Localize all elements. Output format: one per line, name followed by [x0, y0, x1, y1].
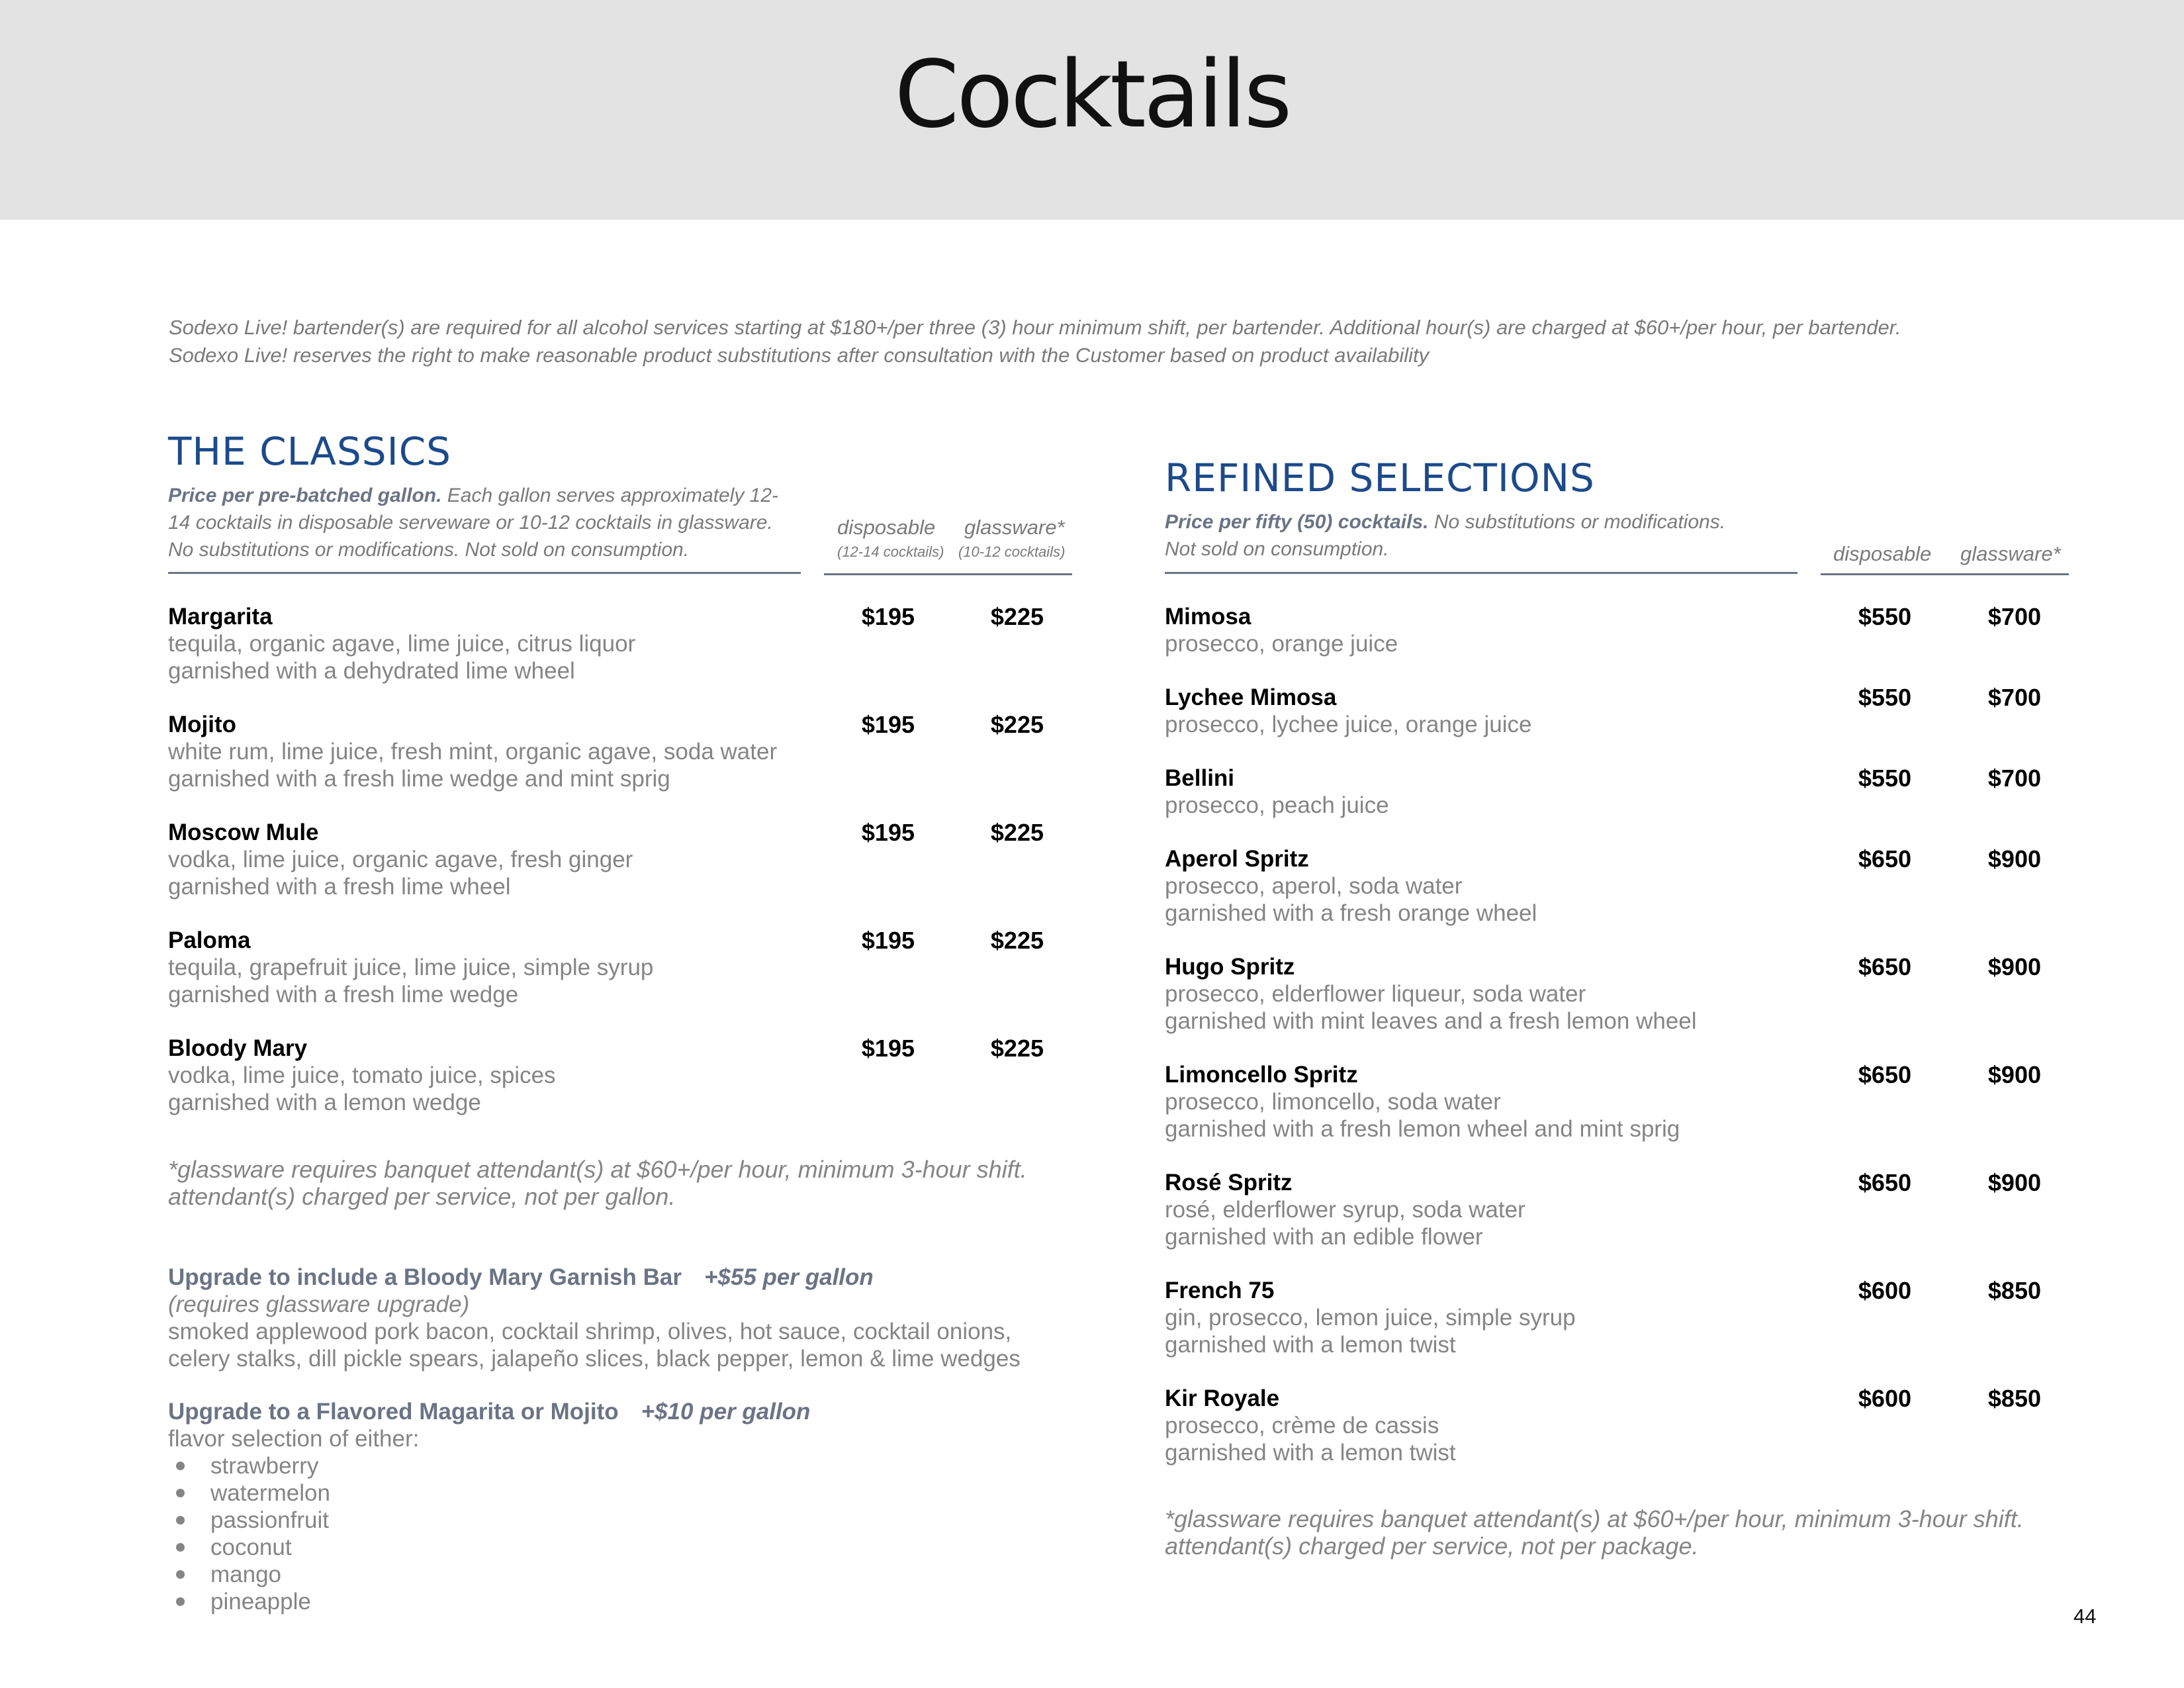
- classics-footnote-line-1: *glassware requires banquet attendant(s) at $60+/per hour, minimum 3-hour shift.: [168, 1156, 1027, 1183]
- classics-title: THE CLASSICS: [168, 429, 451, 474]
- menu-item: [1165, 1385, 1760, 1466]
- flavor-list: [168, 1452, 1095, 1615]
- price-glassware: $900: [1987, 1169, 2041, 1196]
- menu-item-name: Mimosa: [1165, 604, 1251, 630]
- flavor-item: watermelon: [168, 1479, 1095, 1507]
- menu-item-name: Rosé Spritz: [1165, 1170, 1293, 1196]
- flavor-item: mango: [168, 1561, 1095, 1588]
- menu-item-name: Hugo Spritz: [1165, 954, 1295, 980]
- flavor-item: coconut: [168, 1534, 1095, 1561]
- price-glassware: $225: [990, 711, 1044, 738]
- menu-item: [1165, 1061, 1760, 1143]
- price-disposable: $650: [1858, 953, 1911, 980]
- price-glassware: $900: [1987, 845, 2041, 872]
- price-glassware: $225: [990, 603, 1044, 630]
- bloody-mary-upgrade: [168, 1264, 1095, 1372]
- upgrade-desc: flavor selection of either:: [168, 1426, 420, 1452]
- menu-item-garnish: garnished with a fresh lime wheel: [168, 874, 511, 900]
- price-disposable: $195: [861, 603, 915, 630]
- upgrade-price: +$10 per gallon: [641, 1399, 811, 1425]
- price-disposable: $600: [1858, 1385, 1911, 1412]
- menu-item-garnish: garnished with a lemon wedge: [168, 1090, 481, 1115]
- price-glassware: $225: [990, 819, 1044, 846]
- price-disposable: $650: [1858, 1169, 1911, 1196]
- classics-col-disposable-sub: (12-14 cocktails): [837, 543, 944, 560]
- refined-note: [1165, 508, 1813, 563]
- menu-item-name: Paloma: [168, 927, 251, 953]
- price-glassware: $700: [1987, 684, 2041, 711]
- price-glassware: $900: [1987, 953, 2041, 980]
- menu-item-ingredients: prosecco, peach juice: [1165, 792, 1389, 818]
- classics-footnote-line-2: attendant(s) charged per service, not per gallon.: [168, 1183, 676, 1210]
- refined-title: REFINED SELECTIONS: [1165, 455, 1595, 500]
- price-disposable: $195: [861, 927, 915, 954]
- refined-note-bold: Price per fifty (50) cocktails.: [1165, 511, 1429, 533]
- menu-item-ingredients: tequila, organic agave, lime juice, citrus liquor: [168, 631, 636, 657]
- price-glassware: $850: [1987, 1277, 2041, 1304]
- menu-item-garnish: garnished with mint leaves and a fresh lemon wheel: [1165, 1008, 1697, 1034]
- menu-item-ingredients: rosé, elderflower syrup, soda water: [1165, 1197, 1525, 1223]
- menu-item: [1165, 603, 1760, 657]
- intro-line-2: Sodexo Live! reserves the right to make reasonable product substitutions after consultation with the Customer based on product availability: [169, 344, 1430, 367]
- upgrade-price: +$55 per gallon: [704, 1264, 874, 1290]
- intro-line-1: Sodexo Live! bartender(s) are required for all alcohol services starting at $180+/per three (3) hour minimum shift, per bartender. Additional hour(s) are charged at $60+/per hour, per bartender.: [169, 316, 1901, 339]
- menu-item: [1165, 684, 1760, 738]
- price-glassware: $700: [1987, 765, 2041, 792]
- menu-item-garnish: garnished with a fresh lime wedge and mint sprig: [168, 766, 670, 792]
- classics-col-glassware: glassware*: [964, 516, 1065, 539]
- refined-col-glassware: glassware*: [1960, 542, 2061, 565]
- menu-item-ingredients: vodka, lime juice, tomato juice, spices: [168, 1062, 556, 1088]
- flavor-item: pineapple: [168, 1588, 1095, 1615]
- menu-item-ingredients: prosecco, orange juice: [1165, 631, 1398, 657]
- refined-footnote-line-1: *glassware requires banquet attendant(s) at $60+/per hour, minimum 3-hour shift.: [1165, 1505, 2024, 1532]
- menu-item: [1165, 765, 1760, 819]
- page-number: 44: [2073, 1605, 2097, 1628]
- price-glassware: $700: [1987, 603, 2041, 630]
- menu-item-ingredients: prosecco, lychee juice, orange juice: [1165, 712, 1532, 737]
- bullet-icon: [176, 1543, 185, 1552]
- price-disposable: $550: [1858, 603, 1911, 630]
- menu-item-garnish: garnished with a lemon twist: [1165, 1440, 1456, 1466]
- menu-item: [168, 819, 863, 900]
- flavored-upgrade: [168, 1398, 1095, 1615]
- price-glassware: $225: [990, 1035, 1044, 1062]
- menu-item-ingredients: prosecco, elderflower liqueur, soda water: [1165, 981, 1586, 1007]
- bullet-icon: [176, 1570, 185, 1579]
- menu-item-garnish: garnished with an edible flower: [1165, 1224, 1483, 1250]
- menu-item-name: Mojito: [168, 712, 237, 737]
- bullet-icon: [176, 1489, 185, 1497]
- intro-note: [169, 314, 2022, 369]
- menu-item: [1165, 1169, 1760, 1250]
- menu-item: [168, 927, 863, 1008]
- classics-note-bold: Price per pre-batched gallon.: [168, 485, 442, 506]
- classics-note-line-1: Each gallon serves approximately 12-: [441, 485, 779, 506]
- upgrade-requirement: (requires glassware upgrade): [168, 1291, 470, 1317]
- menu-item-name: French 75: [1165, 1278, 1275, 1303]
- classics-note-line-3: No substitutions or modifications. Not sold on consumption.: [168, 539, 690, 561]
- bullet-icon: [176, 1597, 185, 1606]
- flavor-item: passionfruit: [168, 1507, 1095, 1534]
- menu-item-ingredients: vodka, lime juice, organic agave, fresh ginger: [168, 847, 633, 872]
- price-disposable: $195: [861, 1035, 915, 1062]
- page-title: Cocktails: [894, 41, 1290, 149]
- price-disposable: $650: [1858, 1061, 1911, 1088]
- refined-divider: [1165, 572, 1797, 574]
- menu-item: [168, 1035, 863, 1116]
- classics-divider: [168, 572, 801, 574]
- menu-item-garnish: garnished with a fresh lime wedge: [168, 982, 519, 1008]
- menu-item-name: Margarita: [168, 604, 273, 630]
- upgrade-desc-line-2: celery stalks, dill pickle spears, jalapeño slices, black pepper, lemon & lime wedges: [168, 1346, 1021, 1372]
- upgrade-desc-line-1: smoked applewood pork bacon, cocktail shrimp, olives, hot sauce, cocktail onions,: [168, 1319, 1012, 1344]
- refined-note-line-1: No substitutions or modifications.: [1428, 511, 1726, 533]
- refined-col-disposable: disposable: [1833, 542, 1932, 565]
- menu-item-name: Moscow Mule: [168, 820, 319, 845]
- price-disposable: $550: [1858, 765, 1911, 792]
- classics-note-line-2: 14 cocktails in disposable serveware or 10-12 cocktails in glassware.: [168, 512, 773, 534]
- flavor-item: strawberry: [168, 1452, 1095, 1479]
- refined-footnote-line-2: attendant(s) charged per service, not per package.: [1165, 1532, 1699, 1560]
- menu-item-ingredients: prosecco, crème de cassis: [1165, 1413, 1439, 1438]
- menu-item-ingredients: tequila, grapefruit juice, lime juice, simple syrup: [168, 955, 654, 980]
- bullet-icon: [176, 1516, 185, 1524]
- menu-item: [1165, 1277, 1760, 1358]
- menu-item-garnish: garnished with a fresh lemon wheel and mint sprig: [1165, 1116, 1680, 1142]
- bullet-icon: [176, 1462, 185, 1470]
- classics-footnote: [168, 1156, 1108, 1210]
- menu-item-name: Bloody Mary: [168, 1035, 308, 1061]
- menu-item: [168, 603, 863, 684]
- refined-note-line-2: Not sold on consumption.: [1165, 538, 1389, 560]
- menu-item-garnish: garnished with a lemon twist: [1165, 1332, 1456, 1358]
- menu-item: [1165, 953, 1760, 1035]
- menu-item-name: Lychee Mimosa: [1165, 684, 1337, 710]
- price-glassware: $225: [990, 927, 1044, 954]
- price-disposable: $550: [1858, 684, 1911, 711]
- price-disposable: $195: [861, 711, 915, 738]
- classics-col-disposable: disposable: [837, 516, 936, 539]
- classics-col-glassware-sub: (10-12 cocktails): [958, 543, 1066, 560]
- refined-price-divider: [1821, 573, 2069, 575]
- menu-item: [168, 711, 863, 792]
- menu-item-name: Kir Royale: [1165, 1385, 1280, 1411]
- price-glassware: $850: [1987, 1385, 2041, 1412]
- menu-item-ingredients: gin, prosecco, lemon juice, simple syrup: [1165, 1305, 1576, 1331]
- upgrade-title: Upgrade to include a Bloody Mary Garnish Bar: [168, 1264, 682, 1290]
- classics-price-divider: [824, 573, 1072, 575]
- refined-footnote: [1165, 1505, 2131, 1560]
- menu-item: [1165, 845, 1760, 927]
- menu-item-ingredients: white rum, lime juice, fresh mint, organic agave, soda water: [168, 739, 778, 765]
- menu-item-name: Limoncello Spritz: [1165, 1062, 1358, 1088]
- price-disposable: $195: [861, 819, 915, 846]
- menu-item-name: Aperol Spritz: [1165, 846, 1309, 872]
- classics-note: [168, 482, 843, 563]
- menu-item-name: Bellini: [1165, 765, 1235, 791]
- menu-item-garnish: garnished with a dehydrated lime wheel: [168, 658, 575, 684]
- menu-item-garnish: garnished with a fresh orange wheel: [1165, 900, 1537, 926]
- price-disposable: $650: [1858, 845, 1911, 872]
- price-glassware: $900: [1987, 1061, 2041, 1088]
- price-disposable: $600: [1858, 1277, 1911, 1304]
- menu-item-ingredients: prosecco, aperol, soda water: [1165, 873, 1463, 899]
- menu-item-ingredients: prosecco, limoncello, soda water: [1165, 1089, 1501, 1115]
- upgrade-title: Upgrade to a Flavored Magarita or Mojito: [168, 1399, 619, 1425]
